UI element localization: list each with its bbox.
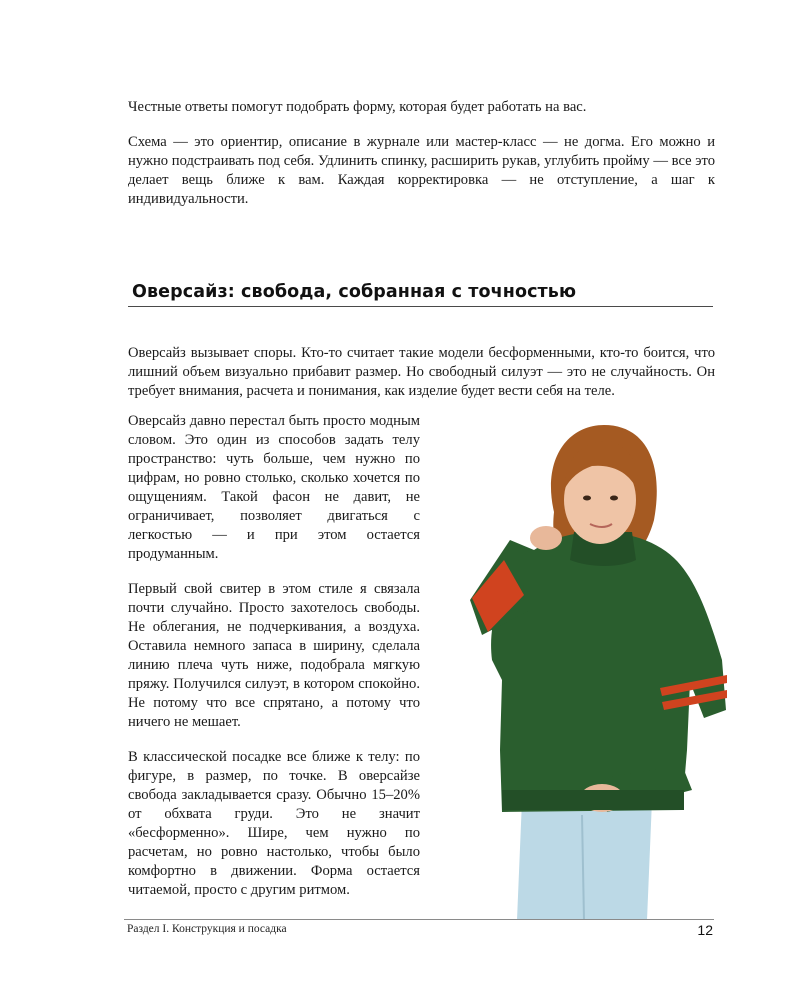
woman-in-sweater-photo [442, 420, 732, 920]
footer-rule [124, 919, 714, 920]
page-number: 12 [697, 922, 713, 938]
intro-paragraph: Честные ответы помогут подобрать форму, которая будет работать на вас. [128, 99, 587, 115]
text-column [128, 412, 420, 916]
schema-paragraph: Схема — это ориентир, описание в журнале или мастер-класс — не догма. Его можно и нужно подстраивать под себя. Удлинить спинку, расширить рукав, углубить пройму — все это делает вещь ближе к вам. Каждая корректировка — не отступление, а шаг к индивидуальности. [128, 134, 715, 207]
section-heading: Оверсайз: свобода, собранная с точностью [132, 282, 577, 302]
heading-underline [128, 306, 713, 307]
column-paragraph: В классической посадке все ближе к телу: по фигуре, в размер, по точке. В оверсайзе свобода закладывается сразу. Обычно 15–20% от обхвата груди. Это не значит «бесформенно». Шире, чем нужно по расчетам, но ровно настолько, чтобы было комфортно в движении. Форма остается читаемой, просто с другим ритмом. [128, 749, 420, 898]
section-heading-block [128, 282, 713, 307]
column-paragraph: Первый свой свитер в этом стиле я связала почти случайно. Просто захотелось свободы. Не облегания, не подчеркивания, а воздуха. Оставила немного запаса в ширину, сделала линию плеча чуть ниже, подобрала мягкую пряжу. Получился силуэт, в котором спокойно. Не потому что все спрятано, а потому что ничего не мешает. [128, 581, 420, 730]
lead-paragraph: Оверсайз вызывает споры. Кто-то считает такие модели бесформенными, кто-то боится, что лишний объем визуально прибавит размер. Но свободный силуэт — это не случайность. Он требует внимания, расчета и понимания, как изделие будет вести себя на теле. [128, 345, 715, 399]
footer-section-label: Раздел I. Конструкция и посадка [127, 923, 287, 935]
column-paragraph: Оверсайз давно перестал быть просто модным словом. Это один из способов задать телу пространство: чуть больше, чем нужно по цифрам, но ровно столько, сколько хочется по ощущениям. Такой фасон не давит, не ограничивает, позволяет двигаться с легкостью — и при этом остается продуманным. [128, 413, 420, 562]
